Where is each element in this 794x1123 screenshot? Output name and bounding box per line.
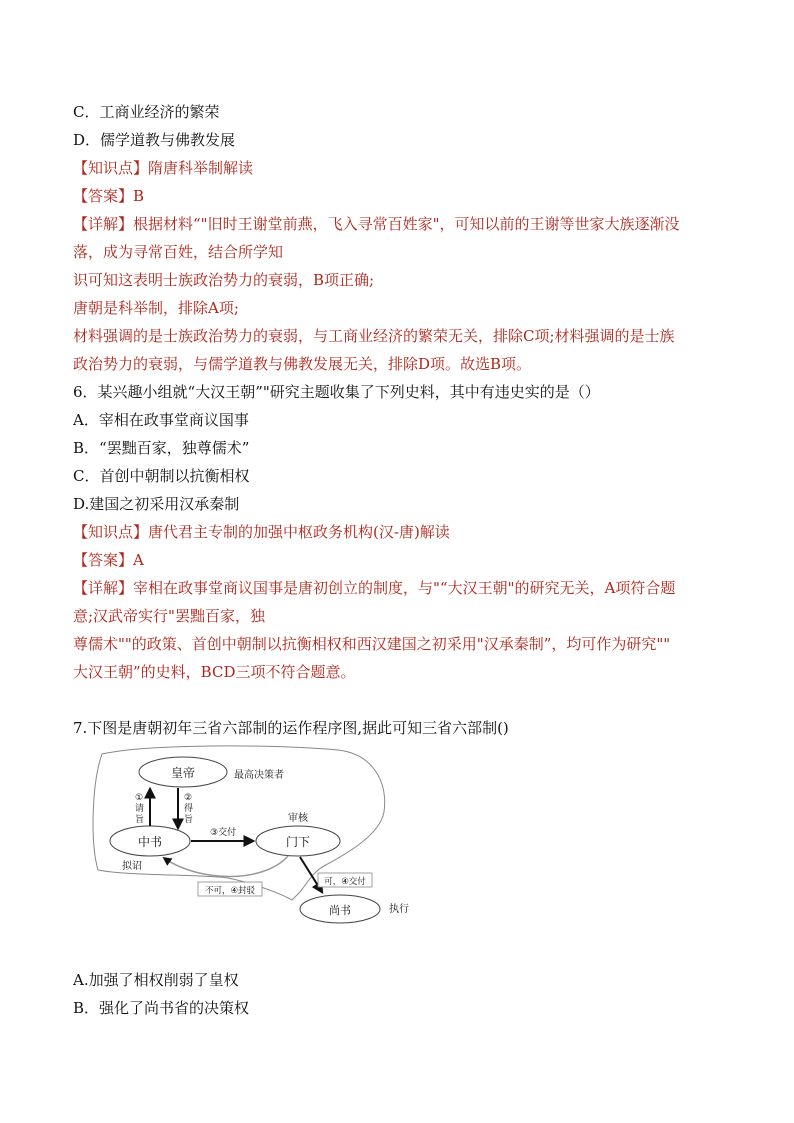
qingzhi-char2: 旨 xyxy=(135,815,145,825)
detail-line: 识可知这表明士族政治势力的衰弱，B项正确; xyxy=(73,271,375,289)
emperor-note: 最高决策者 xyxy=(234,770,284,781)
detail-text: 根据材料“"旧时王谢堂前燕，飞入寻常百姓家"，可知以前的王谢等世家大族逐渐没 xyxy=(133,215,680,233)
shangshu-note: 执行 xyxy=(389,904,409,915)
option-a: A.加强了相权削弱了皇权 xyxy=(73,971,239,989)
option-b: B．强化了尚书省的决策权 xyxy=(73,999,250,1017)
knowledge-point xyxy=(73,522,733,542)
detail-line: 政治势力的衰弱，与儒学道教与佛教发展无关，排除D项。故选B项。 xyxy=(73,355,532,373)
diagram-svg xyxy=(88,742,418,932)
detail-line: 材料强调的是士族政治势力的衰弱，与工商业经济的繁荣无关，排除C项;材料强调的是士族 xyxy=(73,327,675,345)
knowledge-text: 唐代君主专制的加强中枢政务机构(汉-唐)解读 xyxy=(148,523,450,541)
detail-line: 意;汉武帝实行"罢黜百家，独 xyxy=(73,607,265,625)
three-departments-diagram xyxy=(88,742,418,932)
detail-text: 的研究无关，A项符合题 xyxy=(514,579,676,597)
arrow-fengbo xyxy=(164,856,288,877)
detail-line: 唐朝是科举制，排除A项; xyxy=(73,299,239,317)
detail-tag: 【详解】 xyxy=(73,579,134,597)
detail-line xyxy=(73,214,733,234)
menxia-note: 审核 xyxy=(288,813,308,824)
answer xyxy=(73,550,733,570)
option-d: D．儒学道教与佛教发展 xyxy=(73,131,236,149)
detail-line: 尊儒术""的政策、首创中朝制以抗衡相权和西汉建国之初采用"汉承秦制”，均可作为研究"" xyxy=(73,635,671,653)
nizhao-label: 拟诏 xyxy=(122,861,142,872)
dezhi-num: ② xyxy=(184,793,193,803)
shangshu-label: 尚书 xyxy=(329,904,351,917)
detail-tag: 【详解】 xyxy=(73,215,134,233)
option-d: D.建国之初采用汉承秦制 xyxy=(73,495,240,513)
knowledge-point xyxy=(73,158,733,178)
ke-jiaofu-label: 可，④交付 xyxy=(324,877,366,887)
qingzhi-char1: 请 xyxy=(135,804,145,814)
fengbo-label: 不可，④封驳 xyxy=(204,886,256,896)
option-b: B．“罢黜百家，独尊儒术” xyxy=(73,439,250,457)
detail-text-highlight: “大汉王朝" xyxy=(439,579,515,597)
answer xyxy=(73,186,733,206)
question-6: 6．某兴趣小组就“大汉王朝”"研究主题收集了下列史料，其中有违史实的是（） xyxy=(73,383,600,401)
option-a: A．宰相在政事堂商议国事 xyxy=(73,411,249,429)
answer-text: A xyxy=(133,551,144,569)
detail-line xyxy=(73,578,733,598)
qingzhi-num: ① xyxy=(135,793,144,803)
knowledge-tag: 【知识点】 xyxy=(73,159,149,177)
option-c: C．首创中朝制以抗衡相权 xyxy=(73,467,250,485)
knowledge-tag: 【知识点】 xyxy=(73,523,149,541)
answer-text: B xyxy=(133,187,145,205)
knowledge-text: 隋唐科举制解读 xyxy=(148,159,254,177)
detail-line: 大汉王朝”的史料，BCD三项不符合题意。 xyxy=(73,663,356,681)
answer-tag: 【答案】 xyxy=(73,551,134,569)
jiaofu-label: ③交付 xyxy=(210,828,237,838)
dezhi-char2: 旨 xyxy=(184,815,194,825)
emperor-label: 皇帝 xyxy=(170,766,196,780)
option-c: C．工商业经济的繁荣 xyxy=(73,103,220,121)
question-7: 7.下图是唐朝初年三省六部制的运作程序图,据此可知三省六部制() xyxy=(73,719,509,737)
answer-tag: 【答案】 xyxy=(73,187,134,205)
menxia-label: 门下 xyxy=(285,835,311,849)
detail-line: 落，成为寻常百姓，结合所学知 xyxy=(73,243,284,261)
zhongshu-label: 中书 xyxy=(137,835,163,849)
dezhi-char1: 得 xyxy=(184,804,194,814)
detail-text: 宰相在政事堂商议国事是唐初创立的制度，与" xyxy=(133,579,440,597)
